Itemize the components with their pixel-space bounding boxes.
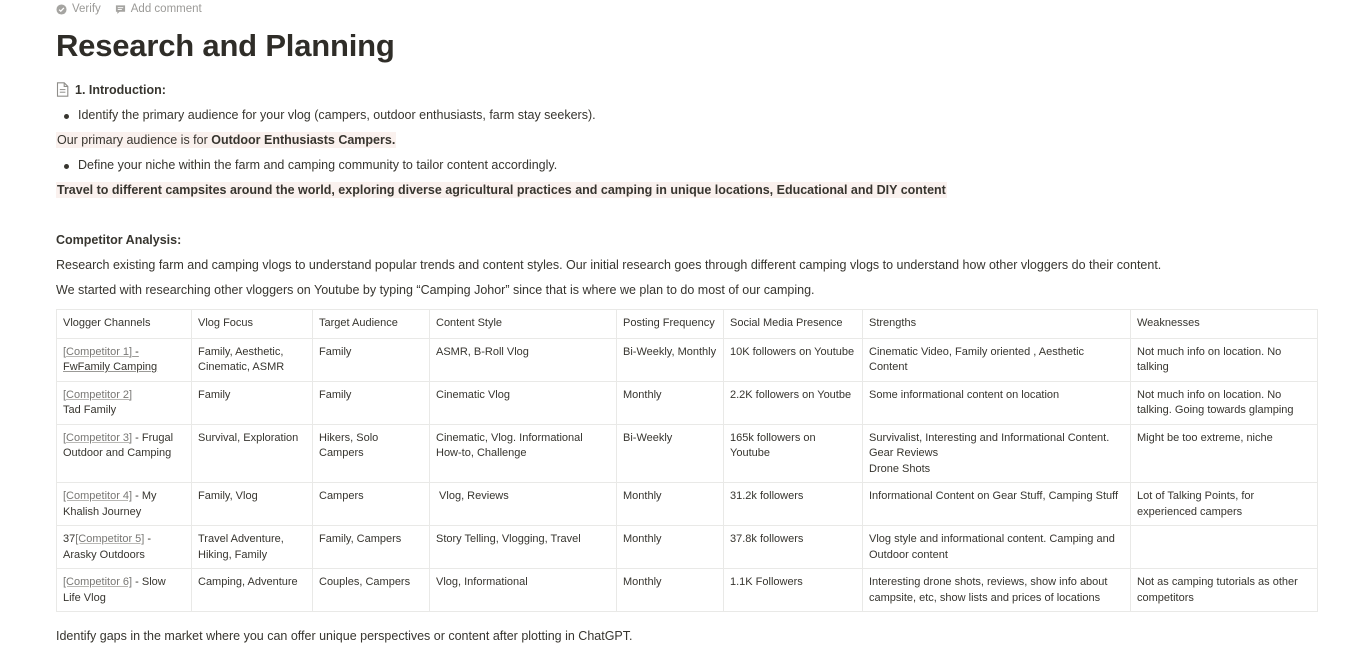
- channel-name: Life Vlog: [63, 591, 106, 604]
- channel-cell[interactable]: [57, 483, 192, 526]
- style-cell[interactable]: Vlog, Informational: [430, 569, 617, 612]
- table-header-row: [57, 310, 1318, 339]
- social-cell[interactable]: 165k followers on Youtube: [724, 424, 863, 483]
- competitor-link[interactable]: [Competitor 6]: [63, 576, 133, 588]
- strength-line: Gear Reviews: [869, 447, 939, 459]
- social-cell[interactable]: 10K followers on Youtube: [724, 338, 863, 381]
- style-cell[interactable]: Story Telling, Vlogging, Travel: [430, 526, 617, 569]
- channel-cell[interactable]: [57, 424, 192, 483]
- frequency-cell[interactable]: Bi-Weekly, Monthly: [617, 338, 724, 381]
- weaknesses-cell[interactable]: Might be too extreme, niche: [1131, 424, 1318, 483]
- competitor-link[interactable]: [Competitor 5]: [75, 533, 145, 545]
- competitor-paragraph-1[interactable]: Research existing farm and camping vlogs to understand popular trends and content styles. Our initial research goes through different camping vlogs to understand how other vloggers do their content.: [56, 258, 1162, 272]
- style-cell[interactable]: Cinematic, Vlog. Informational How-to, Challenge: [430, 424, 617, 483]
- channel-name: Khalish Journey: [63, 505, 142, 518]
- table-row: [57, 483, 1318, 526]
- weaknesses-cell[interactable]: Not as camping tutorials as other competitors: [1131, 569, 1318, 612]
- table-row: [57, 424, 1318, 483]
- page-title[interactable]: Research and Planning: [56, 28, 395, 63]
- competitor-paragraph-2[interactable]: We started with researching other vloggers on Youtube by typing “Camping Johor” since that is where we plan to do most of our camping.: [56, 283, 815, 297]
- channel-name: Outdoor and Camping: [63, 447, 172, 459]
- channel-cell[interactable]: [57, 381, 192, 424]
- strengths-cell[interactable]: Interesting drone shots, reviews, show info about campsite, etc, show lists and prices of locations: [863, 569, 1131, 612]
- table-row: [57, 569, 1318, 612]
- frequency-cell[interactable]: Monthly: [617, 569, 724, 612]
- verified-check-icon: [56, 4, 67, 15]
- channel-separator: - Slow: [132, 576, 166, 588]
- audience-cell[interactable]: Family, Campers: [313, 526, 430, 569]
- weaknesses-cell[interactable]: Lot of Talking Points, for experienced campers: [1131, 483, 1318, 526]
- page-actions: [56, 3, 202, 15]
- niche-bullet[interactable]: [56, 158, 557, 172]
- frequency-cell[interactable]: Monthly: [617, 526, 724, 569]
- frequency-cell[interactable]: Monthly: [617, 483, 724, 526]
- frequency-cell[interactable]: Monthly: [617, 381, 724, 424]
- focus-cell[interactable]: Family, Aesthetic, Cinematic, ASMR: [192, 338, 313, 381]
- intro-heading: 1. Introduction:: [75, 82, 166, 97]
- audience-bold: Outdoor Enthusiasts Campers.: [211, 133, 396, 147]
- header-content-style[interactable]: Content Style: [430, 310, 617, 339]
- channel-separator: -: [144, 533, 152, 545]
- social-cell[interactable]: 1.1K Followers: [724, 569, 863, 612]
- strengths-cell[interactable]: Cinematic Video, Family oriented , Aesthetic Content: [863, 338, 1131, 381]
- channel-separator: -: [132, 345, 139, 358]
- focus-cell[interactable]: Survival, Exploration: [192, 424, 313, 483]
- focus-cell[interactable]: Family, Vlog: [192, 483, 313, 526]
- strengths-cell[interactable]: Some informational content on location: [863, 381, 1131, 424]
- channel-prefix: 37: [63, 533, 76, 545]
- channel-name: Arasky Outdoors: [63, 548, 145, 561]
- table-row: [57, 381, 1318, 424]
- add-comment-button[interactable]: [115, 3, 202, 15]
- audience-cell[interactable]: Family: [313, 381, 430, 424]
- channel-name: Tad Family: [63, 404, 117, 416]
- audience-statement[interactable]: [56, 133, 396, 147]
- audience-cell[interactable]: Couples, Campers: [313, 569, 430, 612]
- verify-button[interactable]: [56, 3, 101, 15]
- strength-line: Drone Shots: [869, 462, 931, 475]
- focus-cell[interactable]: Camping, Adventure: [192, 569, 313, 612]
- channel-cell[interactable]: [57, 526, 192, 569]
- social-cell[interactable]: 2.2K followers on Youtbe: [724, 381, 863, 424]
- market-gaps-paragraph[interactable]: Identify gaps in the market where you can offer unique perspectives or content after plotting in ChatGPT.: [56, 629, 633, 643]
- audience-cell[interactable]: Campers: [313, 483, 430, 526]
- strengths-cell[interactable]: Informational Content on Gear Stuff, Camping Stuff: [863, 483, 1131, 526]
- channel-separator: - Frugal: [132, 431, 174, 444]
- header-vlog-focus[interactable]: Vlog Focus: [192, 310, 313, 339]
- competitor-link[interactable]: [Competitor 2]: [63, 388, 133, 401]
- channel-separator: - My: [132, 490, 157, 502]
- audience-cell[interactable]: Hikers, Solo Campers: [313, 424, 430, 483]
- weaknesses-cell[interactable]: Not much info on location. No talking. Going towards glamping: [1131, 381, 1318, 424]
- niche-statement[interactable]: [56, 183, 947, 197]
- strengths-cell[interactable]: Vlog style and informational content. Camping and Outdoor content: [863, 526, 1131, 569]
- header-strengths[interactable]: Strengths: [863, 310, 1131, 339]
- strengths-cell[interactable]: [863, 424, 1131, 483]
- header-weaknesses[interactable]: Weaknesses: [1131, 310, 1318, 339]
- table-row: [57, 338, 1318, 381]
- page-document-icon: [56, 82, 69, 97]
- competitor-table: [56, 309, 1318, 612]
- verify-label: Verify: [72, 3, 101, 15]
- weaknesses-cell[interactable]: [1131, 526, 1318, 569]
- audience-bullet[interactable]: [56, 108, 596, 122]
- social-cell[interactable]: 31.2k followers: [724, 483, 863, 526]
- header-social-media-presence[interactable]: Social Media Presence: [724, 310, 863, 339]
- frequency-cell[interactable]: Bi-Weekly: [617, 424, 724, 483]
- competitor-link[interactable]: [Competitor 1]: [63, 345, 133, 358]
- style-cell[interactable]: Vlog, Reviews: [430, 483, 617, 526]
- weaknesses-cell[interactable]: Not much info on location. No talking: [1131, 338, 1318, 381]
- competitor-heading-text: Competitor Analysis:: [56, 233, 182, 247]
- header-target-audience[interactable]: Target Audience: [313, 310, 430, 339]
- competitor-link[interactable]: [Competitor 4]: [63, 490, 133, 502]
- competitor-heading[interactable]: [56, 233, 181, 247]
- niche-bullet-text: Define your niche within the farm and camping community to tailor content accordingly.: [78, 158, 558, 172]
- add-comment-label: Add comment: [130, 3, 202, 15]
- audience-prefix: Our primary audience is for: [57, 133, 212, 147]
- audience-cell[interactable]: Family: [313, 338, 430, 381]
- channel-cell[interactable]: [57, 569, 192, 612]
- audience-bullet-text: Identify the primary audience for your vlog (campers, outdoor enthusiasts, farm stay seekers).: [78, 108, 596, 122]
- social-cell[interactable]: 37.8k followers: [724, 526, 863, 569]
- focus-cell[interactable]: Family: [192, 381, 313, 424]
- style-cell[interactable]: ASMR, B-Roll Vlog: [430, 338, 617, 381]
- header-posting-frequency[interactable]: Posting Frequency: [617, 310, 724, 339]
- niche-text: Travel to different campsites around the world, exploring diverse agricultural practices and camping in unique locations, Educational and DIY content: [57, 183, 946, 197]
- intro-heading-block[interactable]: [56, 82, 166, 97]
- competitor-link[interactable]: [Competitor 3]: [63, 431, 133, 444]
- channel-name: FwFamily Camping: [63, 361, 158, 373]
- table-row: [57, 526, 1318, 569]
- header-vlogger-channels[interactable]: Vlogger Channels: [57, 310, 192, 339]
- style-cell[interactable]: Cinematic Vlog: [430, 381, 617, 424]
- channel-cell[interactable]: [57, 338, 192, 381]
- focus-cell[interactable]: Travel Adventure, Hiking, Family: [192, 526, 313, 569]
- strength-line: Survivalist, Interesting and Informational Content.: [869, 431, 1110, 444]
- comment-icon: [115, 4, 126, 15]
